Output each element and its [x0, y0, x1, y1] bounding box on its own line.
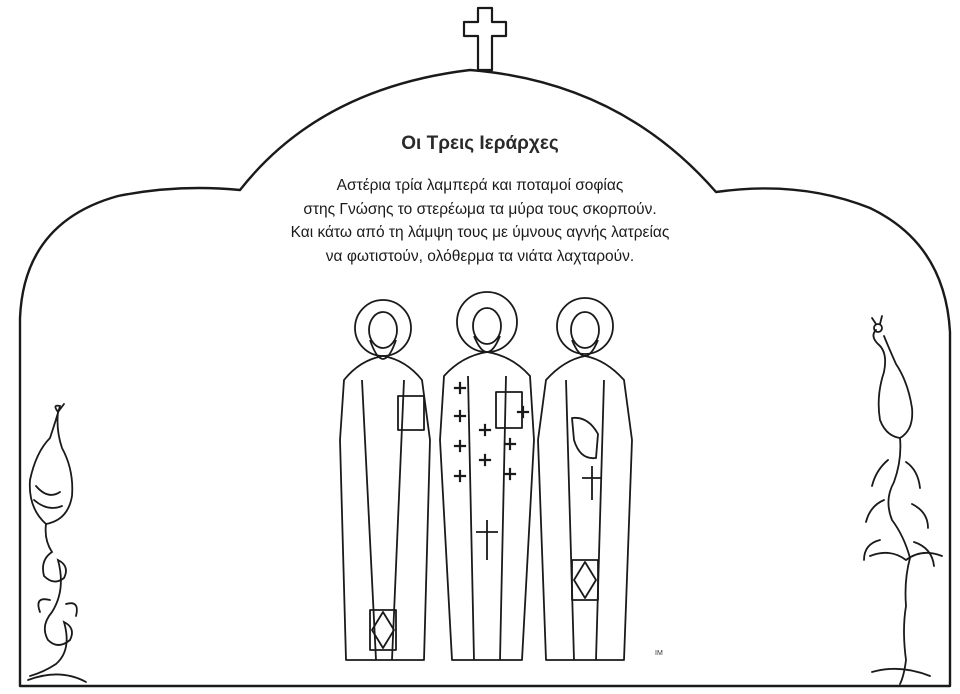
- verse-line: Αστέρια τρία λαμπερά και ποταμοί σοφίας: [336, 177, 624, 194]
- verse-line: στης Γνώσης το στερέωμα τα μύρα τους σκορπούν.: [303, 200, 657, 218]
- church-dome-outline: [20, 70, 950, 686]
- bird-icon: [28, 404, 86, 682]
- verse-line: να φωτιστούν, ολόθερμα τα νιάτα λαχταρούν.: [325, 247, 635, 265]
- artist-mark: ΙΜ: [655, 650, 663, 657]
- poster-title: Οι Τρεις Ιεράρχες: [401, 133, 559, 154]
- peacock-icon: [864, 316, 942, 684]
- saint-figure-icon: [340, 292, 632, 660]
- verse-line: Και κάτω από τη λάμψη τους με ύμνους αγνής λατρείας: [290, 224, 670, 241]
- poem-verse: [230, 174, 730, 268]
- cross-icon: [464, 8, 506, 70]
